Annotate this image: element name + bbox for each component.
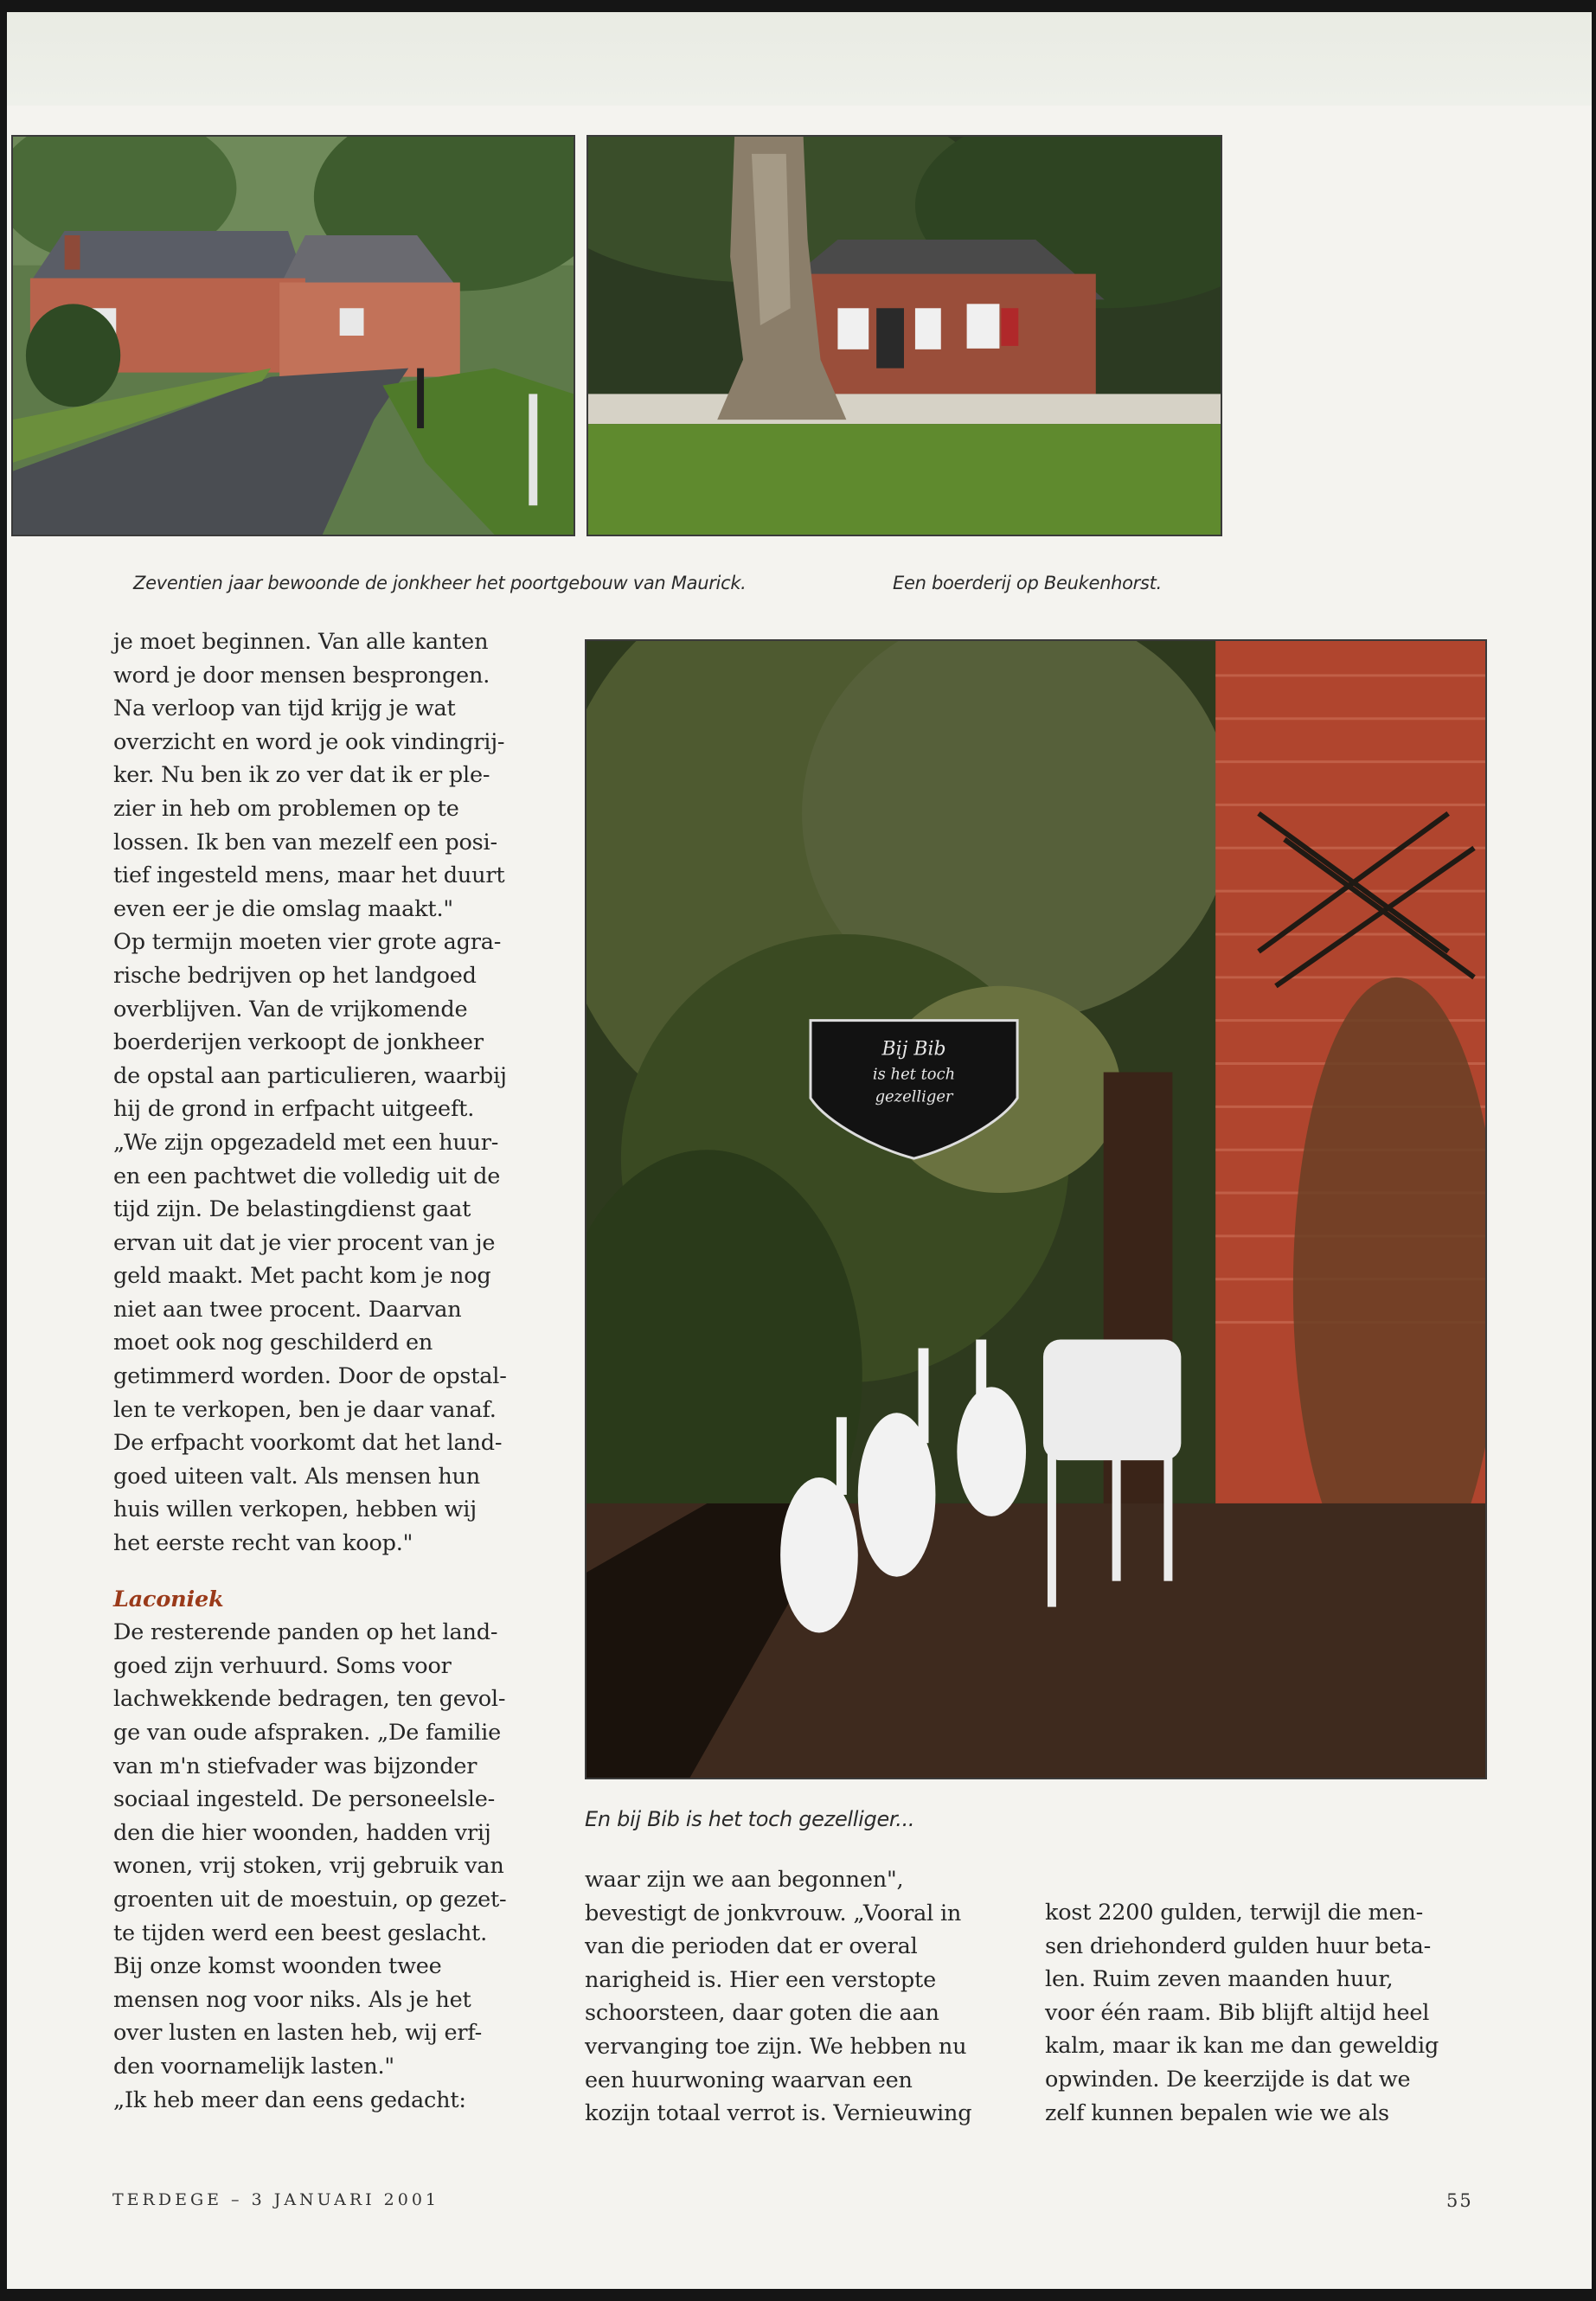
text-line: van m'n stiefvader was bijzonder [113, 1753, 478, 1779]
text-line: groenten uit de moestuin, op gezet- [113, 1886, 507, 1913]
text-line: het eerste recht van koop." [113, 1530, 413, 1557]
text-line: getimmerd worden. Door de opstal- [113, 1363, 507, 1390]
text-line: ker. Nu ben ik zo ver dat ik er ple- [113, 762, 490, 789]
text-line: Na verloop van tijd krijg je wat [113, 695, 456, 722]
text-line: overblijven. Van de vrijkomende [113, 996, 468, 1022]
text-line: de opstal aan particulieren, waarbij [113, 1062, 507, 1089]
text-line: moet ook nog geschilderd en [113, 1330, 433, 1356]
text-line: te tijden werd een beest geslacht. [113, 1920, 488, 1946]
text-line: rische bedrijven op het landgoed [113, 962, 477, 989]
text-line: huis willen verkopen, hebben wij [113, 1497, 477, 1523]
text-column-3 [1045, 1896, 1439, 2130]
text-line: vervanging toe zijn. We hebben nu [585, 2033, 967, 2060]
text-column-1 [113, 625, 507, 2117]
magazine-page [7, 12, 1592, 2289]
text-line: geld maakt. Met pacht kom je nog [113, 1263, 491, 1290]
top-band [7, 12, 1592, 106]
text-line: goed zijn verhuurd. Soms voor [113, 1652, 452, 1679]
section-heading: Laconiek [113, 1586, 224, 1612]
text-line: „We zijn opgezadeld met een huur- [113, 1129, 499, 1156]
caption-gatehouse: Zeventien jaar bewoonde de jonkheer het poortgebouw van Maurick. [133, 573, 747, 593]
text-line: voor één raam. Bib blijft altijd heel [1045, 1999, 1430, 2026]
text-line: den voornamelijk lasten." [113, 2053, 394, 2080]
text-line: en een pachtwet die volledig uit de [113, 1163, 501, 1189]
text-line: overzicht en word je ook vindingrij- [113, 728, 505, 755]
text-line: kost 2200 gulden, terwijl die men- [1045, 1900, 1424, 1926]
text-line: opwinden. De keerzijde is dat we [1045, 2066, 1411, 2093]
text-line: De resterende panden op het land- [113, 1619, 498, 1646]
text-line: mensen nog voor niks. Als je het [113, 1986, 471, 2013]
text-line: Bij onze komst woonden twee [113, 1953, 442, 1980]
text-line: een huurwoning waarvan een [585, 2067, 913, 2093]
svg-text:Bij Bib: Bij Bib [881, 1038, 946, 1061]
farm-photo [586, 135, 1222, 536]
text-line: tijd zijn. De belastingdienst gaat [113, 1196, 471, 1223]
text-line: kalm, maar ik kan me dan geweldig [1045, 2033, 1439, 2060]
text-line: schoorsteen, daar goten die aan [585, 2000, 939, 2027]
text-line: narigheid is. Hier een verstopte [585, 1966, 936, 1993]
caption-farm: Een boerderij op Beukenhorst. [893, 573, 1162, 593]
text-line: niet aan twee procent. Daarvan [113, 1296, 462, 1323]
text-line: De erfpacht voorkomt dat het land- [113, 1430, 503, 1457]
text-line: zelf kunnen bepalen wie we als [1045, 2099, 1389, 2126]
text-line: lossen. Ik ben van mezelf een posi- [113, 829, 497, 856]
text-line: even eer je die omslag maakt." [113, 895, 453, 922]
text-line: lachwekkende bedragen, ten gevol- [113, 1686, 506, 1713]
page-number: 55 [1446, 2190, 1473, 2211]
text-line: van die perioden dat er overal [585, 1933, 918, 1960]
text-line: len te verkopen, ben je daar vanaf. [113, 1396, 497, 1423]
svg-text:gezelliger: gezelliger [875, 1087, 953, 1106]
text-line: den die hier woonden, hadden vrij [113, 1819, 491, 1846]
text-line: bevestigt de jonkvrouw. „Vooral in [585, 1900, 962, 1926]
text-line: je moet beginnen. Van alle kanten [113, 629, 489, 655]
text-line: Op termijn moeten vier grote agra- [113, 929, 502, 956]
text-line: over lusten en lasten heb, wij erf- [113, 2020, 483, 2047]
text-line: goed uiteen valt. Als mensen hun [113, 1463, 480, 1490]
text-line: ervan uit dat je vier procent van je [113, 1229, 496, 1256]
peacocks-photo [585, 639, 1487, 1779]
text-line: word je door mensen besprongen. [113, 662, 490, 689]
text-line: wonen, vrij stoken, vrij gebruik van [113, 1853, 504, 1880]
gatehouse-photo [11, 135, 575, 536]
text-line: ge van oude afspraken. „De familie [113, 1720, 502, 1746]
caption-peacocks: En bij Bib is het toch gezelliger... [585, 1807, 915, 1831]
text-line: sociaal ingesteld. De personeelsle- [113, 1786, 496, 1813]
text-line: zier in heb om problemen op te [113, 795, 459, 822]
svg-text:is het toch: is het toch [872, 1065, 956, 1084]
text-line: sen driehonderd gulden huur beta- [1045, 1932, 1431, 1959]
text-line: boerderijen verkoopt de jonkheer [113, 1029, 484, 1056]
publication-footer: TERDEGE – 3 JANUARI 2001 [112, 2190, 440, 2209]
text-line: len. Ruim zeven maanden huur, [1045, 1966, 1394, 1993]
text-line: „Ik heb meer dan eens gedacht: [113, 2086, 466, 2113]
text-line: waar zijn we aan begonnen", [585, 1867, 904, 1893]
text-line: hij de grond in erfpacht uitgeeft. [113, 1096, 475, 1123]
text-line: kozijn totaal verrot is. Vernieuwing [585, 2100, 972, 2127]
text-line: tief ingesteld mens, maar het duurt [113, 862, 505, 889]
text-column-2 [585, 1863, 971, 2131]
